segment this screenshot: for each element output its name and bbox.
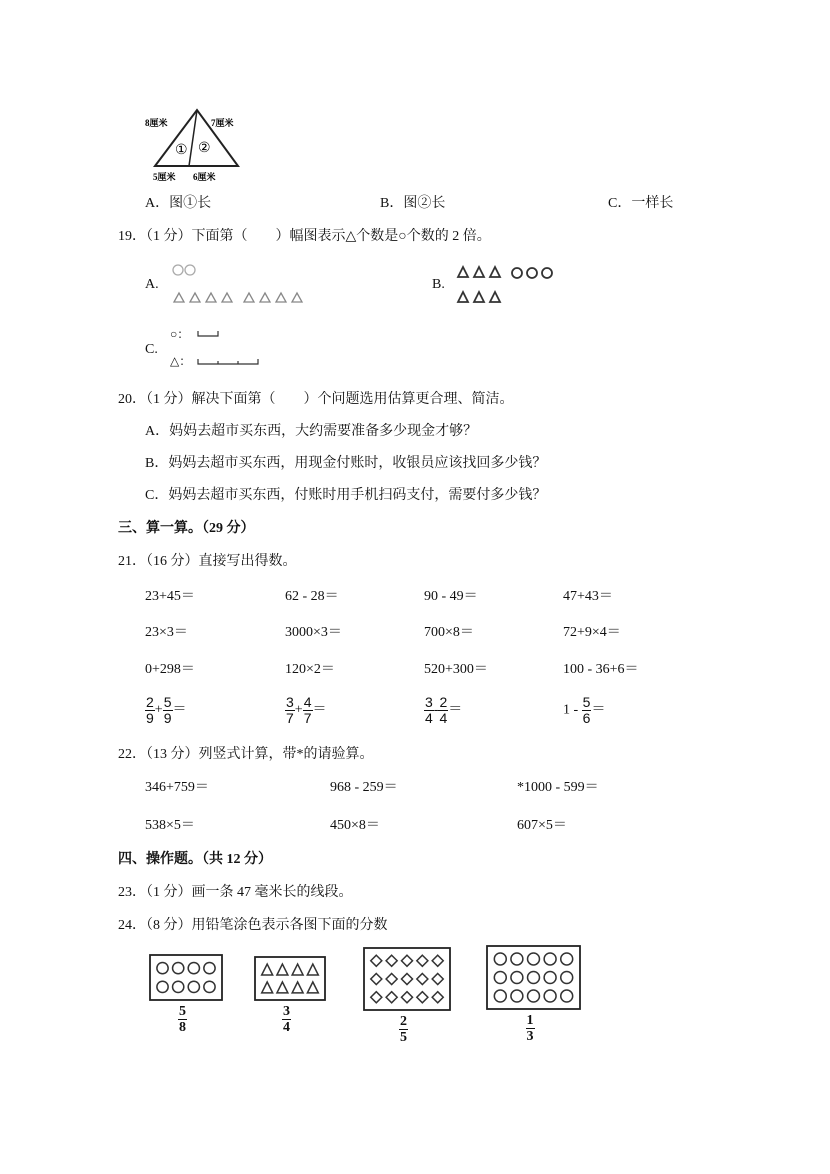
circle-shape: [494, 953, 506, 965]
diamond-shape: [401, 973, 412, 984]
q19-figure-a: [170, 262, 310, 306]
q19-option-a-label[interactable]: A.: [145, 277, 159, 292]
triangle-shape: [277, 982, 288, 993]
circle-shape: [511, 990, 523, 1002]
circle-shape: [173, 962, 184, 973]
q24-figure-4[interactable]: [485, 944, 582, 1011]
q19-stem: 19．（1 分）下面第（ ）幅图表示△个数是○个数的 2 倍。: [118, 229, 491, 244]
diamond-shape: [386, 992, 397, 1003]
circle-shape: [494, 972, 506, 984]
calc-item: 23+45＝: [145, 589, 195, 604]
q18-option-b[interactable]: B．图②长: [380, 196, 446, 211]
diamond-shape: [386, 973, 397, 984]
circle-shape: [204, 962, 215, 973]
q19-option-c-label[interactable]: C.: [145, 342, 158, 357]
calc-item: 700×8＝: [424, 625, 474, 640]
section-4-heading: 四、操作题。（共 12 分）: [118, 852, 272, 867]
q24-fraction-2: $\frac{3}{4}$: [283, 1004, 290, 1035]
circle-shape: [204, 981, 215, 992]
diamond-shape: [432, 955, 443, 966]
q24-figure-1[interactable]: [148, 953, 224, 1002]
q20-option-c[interactable]: C．妈妈去超市买东西，付账时用手机扫码支付，需要付多少钱？: [145, 488, 547, 503]
q24-stem: 24．（8 分）用铅笔涂色表示各图下面的分数: [118, 918, 388, 933]
q20-stem: 20．（1 分）解决下面第（ ）个问题选用估算更合理、简洁。: [118, 392, 514, 407]
circle-shape: [157, 962, 168, 973]
vertical-calc-item: 346+759＝: [145, 780, 209, 795]
diamond-shape: [417, 973, 428, 984]
q23-stem: 23．（1 分）画一条 47 毫米长的线段。: [118, 885, 353, 900]
triangle-shape: [262, 964, 273, 975]
q24-fraction-3: $\frac{2}{5}$: [400, 1014, 407, 1045]
calc-item: 47+43＝: [563, 589, 613, 604]
circle-shape: [511, 972, 523, 984]
diamond-shape: [417, 992, 428, 1003]
q19-figure-b: [455, 262, 555, 306]
calc-item: 520+300＝: [424, 662, 488, 677]
vertical-calc-item: 607×5＝: [517, 818, 567, 833]
circle-shape: [561, 953, 573, 965]
q24-figure-2[interactable]: [253, 955, 327, 1002]
diamond-shape: [371, 992, 382, 1003]
fraction-calc-2: $\frac{3}{7}$ + $\frac{4}{7}$ ＝: [286, 694, 327, 726]
calc-item: 100 - 36+6＝: [563, 662, 639, 677]
fraction-calc-3: $\frac{3}{4}$ - $\frac{2}{4}$ ＝: [425, 694, 463, 726]
calc-item: 0+298＝: [145, 662, 195, 677]
q19-figure-c-bars: [196, 328, 266, 368]
diamond-shape: [401, 955, 412, 966]
calc-item: 23×3＝: [145, 625, 188, 640]
vertical-calc-item: *1000 - 599＝: [517, 780, 599, 795]
fraction-calc-1: $\frac{2}{9}$ + $\frac{5}{9}$ ＝: [146, 694, 187, 726]
circle-shape: [188, 981, 199, 992]
diamond-shape: [432, 973, 443, 984]
triangle-shape: [292, 982, 303, 993]
section-3-heading: 三、算一算。（29 分）: [118, 521, 255, 536]
diamond-shape: [417, 955, 428, 966]
diamond-shape: [371, 973, 382, 984]
calc-item: 120×2＝: [285, 662, 335, 677]
diamond-shape: [432, 992, 443, 1003]
circle-shape: [561, 972, 573, 984]
diamond-shape: [386, 955, 397, 966]
circle-shape: [544, 990, 556, 1002]
q19-c-circle-row: ○：: [170, 327, 190, 341]
q20-option-a[interactable]: A．妈妈去超市买东西，大约需要准备多少现金才够？: [145, 424, 478, 439]
q24-fraction-4: $\frac{1}{3}$: [526, 1013, 534, 1044]
region-2-label: ②: [198, 141, 211, 156]
circle-shape: [544, 972, 556, 984]
diamond-shape: [401, 992, 412, 1003]
triangle-shape: [292, 964, 303, 975]
q19-c-triangle-row: △：: [170, 354, 192, 368]
circle-shape: [528, 953, 540, 965]
vertical-calc-item: 538×5＝: [145, 818, 195, 833]
q19-option-b-label[interactable]: B.: [432, 277, 445, 292]
region-1-label: ①: [175, 143, 188, 158]
label-5cm: 5厘米: [153, 172, 176, 182]
q20-option-b[interactable]: B．妈妈去超市买东西，用现金付账时，收银员应该找回多少钱？: [145, 456, 547, 471]
circle-shape: [188, 962, 199, 973]
circle-shape: [561, 990, 573, 1002]
calc-item: 62 - 28＝: [285, 589, 339, 604]
triangle-shape: [277, 964, 288, 975]
label-6cm: 6厘米: [193, 172, 216, 182]
fraction-calc-4: 1 - $\frac{5}{6}$ ＝: [563, 694, 606, 726]
triangle-figure: [145, 104, 245, 186]
q18-option-a[interactable]: A．图①长: [145, 196, 212, 211]
q22-stem: 22．（13 分）列竖式计算，带*的请验算。: [118, 747, 374, 762]
q18-option-c[interactable]: C．一样长: [608, 196, 674, 211]
circle-shape: [511, 953, 523, 965]
circle-shape: [528, 990, 540, 1002]
calc-item: 72+9×4＝: [563, 625, 621, 640]
diamond-shape: [371, 955, 382, 966]
calc-item: 90 - 49＝: [424, 589, 478, 604]
label-7cm: 7厘米: [211, 118, 234, 128]
calc-item: 3000×3＝: [285, 625, 342, 640]
circle-shape: [494, 990, 506, 1002]
triangle-shape: [307, 964, 318, 975]
q24-figure-3[interactable]: [362, 946, 452, 1012]
triangle-shape: [262, 982, 273, 993]
circle-shape: [157, 981, 168, 992]
vertical-calc-item: 450×8＝: [330, 818, 380, 833]
q24-fraction-1: $\frac{5}{8}$: [179, 1004, 186, 1035]
label-8cm: 8厘米: [145, 118, 168, 128]
circle-shape: [544, 953, 556, 965]
triangle-shape: [307, 982, 318, 993]
vertical-calc-item: 968 - 259＝: [330, 780, 398, 795]
q21-stem: 21．（16 分）直接写出得数。: [118, 554, 297, 569]
circle-shape: [173, 981, 184, 992]
circle-shape: [528, 972, 540, 984]
